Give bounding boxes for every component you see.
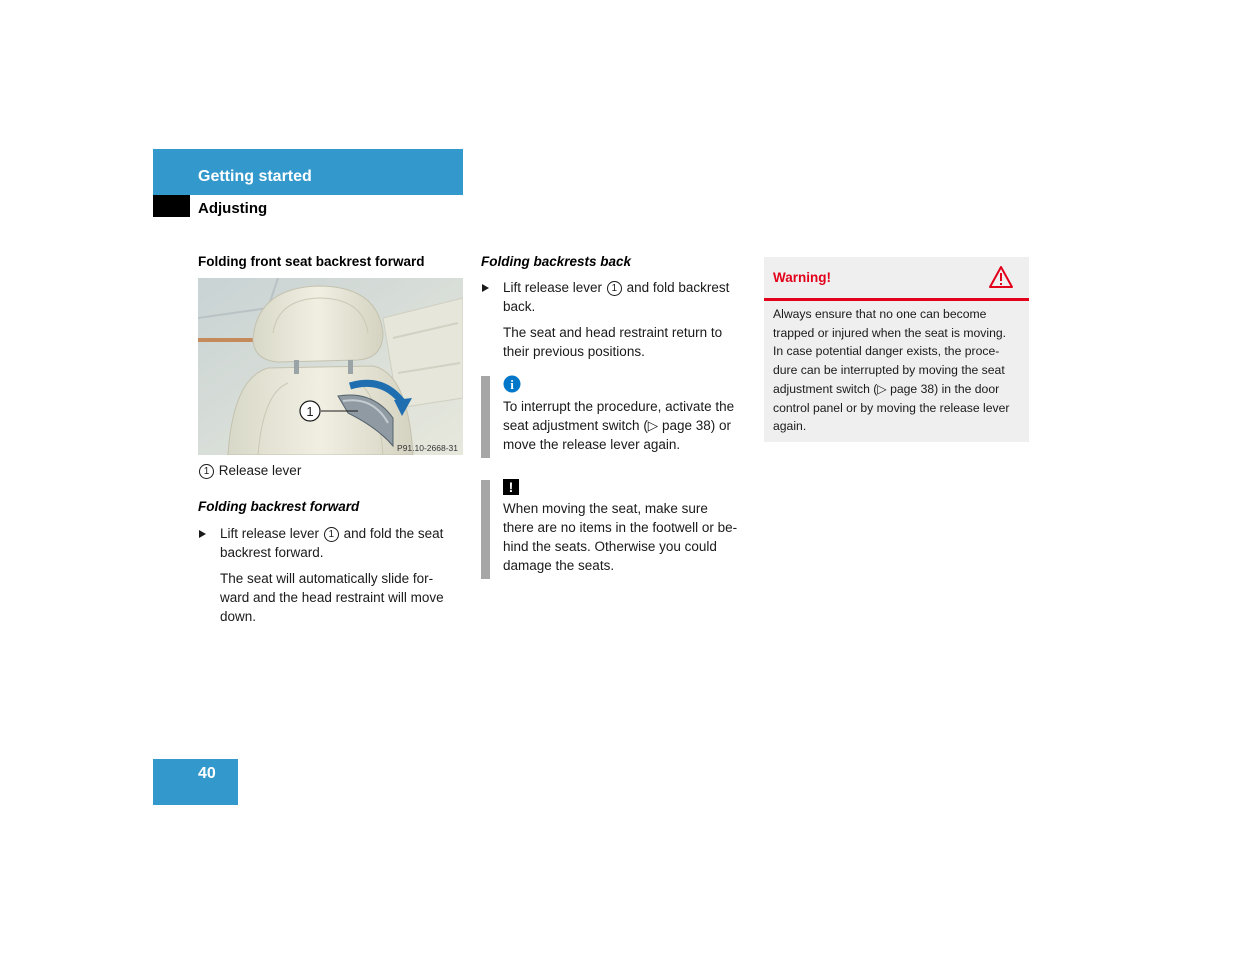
info-line-3: move the release lever again. xyxy=(503,437,681,452)
page-number: 40 xyxy=(198,765,216,782)
caution-line-1: When moving the seat, make sure xyxy=(503,501,708,516)
caution-note-bar xyxy=(481,480,490,579)
warning-line-7: again. xyxy=(773,419,807,434)
seat-illustration xyxy=(198,278,463,455)
step-bullet-icon xyxy=(199,530,206,538)
info-note-text xyxy=(503,397,753,454)
figure-callout: 1 xyxy=(306,404,314,419)
warning-line-1: Always ensure that no one can become xyxy=(773,307,987,321)
info-note-bar xyxy=(481,376,490,458)
figure-caption xyxy=(198,461,301,480)
caution-line-4: damage the seats. xyxy=(503,558,615,573)
exclamation-icon xyxy=(503,479,519,495)
left-result-line-3: down. xyxy=(220,609,257,624)
middle-step-1-text-b: and fold backrest xyxy=(626,280,730,295)
warning-rule xyxy=(764,298,1029,301)
left-result-line-2: ward and the head restraint will move xyxy=(220,590,444,605)
middle-result-line-1: The seat and head restraint return to xyxy=(503,325,723,340)
warning-line-2: trapped or injured when the seat is moving. xyxy=(773,325,1007,340)
left-step-1-number: 1 xyxy=(324,527,339,542)
caption-number: 1 xyxy=(199,464,214,479)
left-heading: Folding front seat backrest forward xyxy=(198,254,425,269)
warning-line-4: dure can be interrupted by moving the seat xyxy=(773,363,1005,378)
left-subheading: Folding backrest forward xyxy=(198,499,360,514)
caption-text: Release lever xyxy=(218,463,302,478)
left-step-1-text-a: Lift release lever xyxy=(220,526,320,541)
middle-step-1-text-a: Lift release lever xyxy=(503,280,603,295)
warning-title: Warning! xyxy=(773,270,831,285)
caution-line-2: there are no items in the footwell or be- xyxy=(503,520,738,535)
middle-heading: Folding backrests back xyxy=(481,254,632,269)
figure-code: P91.10-2668-31 xyxy=(397,443,458,453)
left-result xyxy=(220,569,465,626)
middle-step-1 xyxy=(503,278,753,316)
middle-step-1-text-c: back. xyxy=(503,299,536,314)
left-step-1-text-b: and fold the seat xyxy=(343,526,444,541)
info-icon-glyph: i xyxy=(510,377,514,392)
left-step-1 xyxy=(220,524,465,562)
subsection-title: Adjusting xyxy=(198,200,268,217)
warning-line-5: adjustment switch (▷ page 38) in the door xyxy=(773,381,1000,396)
warning-line-6: control panel or by moving the release lever xyxy=(773,400,1010,415)
info-icon xyxy=(503,375,521,393)
caution-line-3: hind the seats. Otherwise you could xyxy=(503,539,717,554)
warning-triangle-icon xyxy=(988,265,1014,289)
middle-step-1-number: 1 xyxy=(607,281,622,296)
warning-text xyxy=(773,305,1023,436)
info-line-2: seat adjustment switch (▷ page 38) or xyxy=(503,418,731,433)
middle-result xyxy=(503,323,753,361)
left-step-1-text-c: backrest forward. xyxy=(220,545,324,560)
page-number-box xyxy=(153,759,238,805)
left-result-line-1: The seat will automatically slide for- xyxy=(220,571,434,586)
middle-result-line-2: their previous positions. xyxy=(503,344,645,359)
subsection-marker xyxy=(153,195,190,217)
warning-line-3: In case potential danger exists, the proce- xyxy=(773,344,1000,359)
caution-note-text xyxy=(503,499,753,575)
section-title: Getting started xyxy=(198,168,312,185)
seat-figure xyxy=(198,278,463,455)
step-bullet-icon xyxy=(482,284,489,292)
info-line-1: To interrupt the procedure, activate the xyxy=(503,399,735,414)
exclamation-icon-glyph: ! xyxy=(508,479,514,495)
